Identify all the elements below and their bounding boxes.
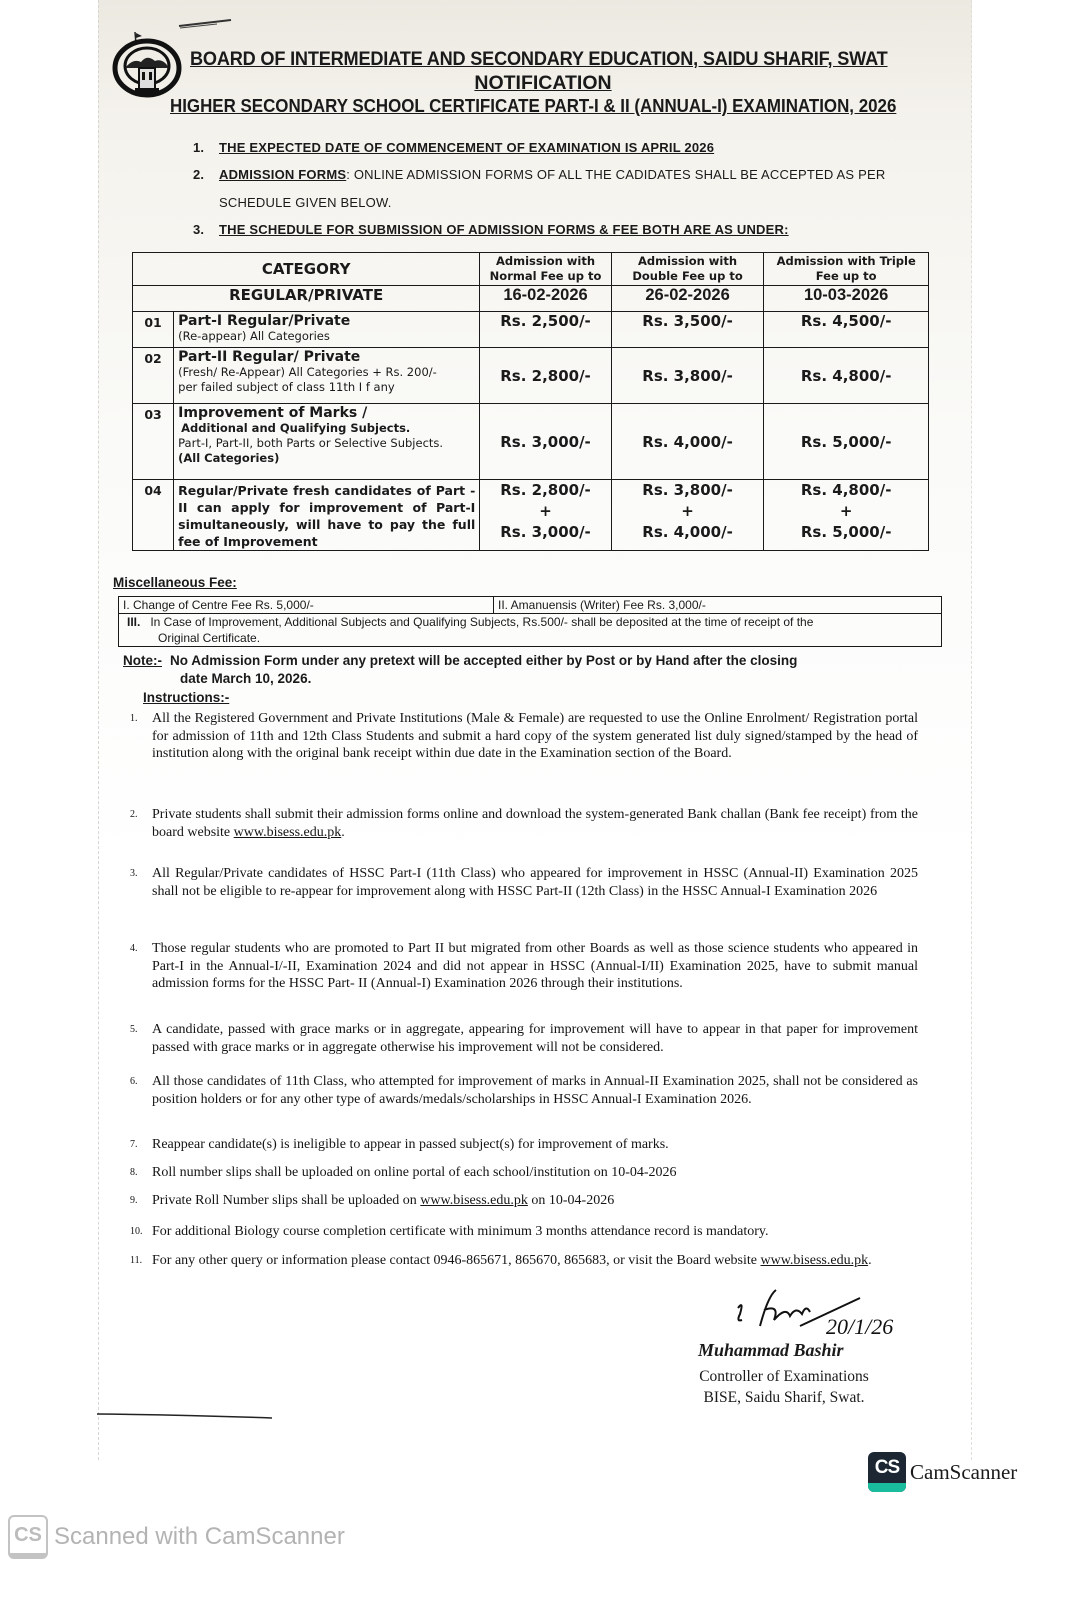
instructions-heading: Instructions:- — [143, 690, 230, 705]
row-description: Improvement of Marks / Additional and Qualifying Subjects. Part-I, Part-II, both Parts or Selective Subjects. (All Categories) — [174, 404, 480, 480]
amanuensis-fee: II. Amanuensis (Writer) Fee Rs. 3,000/- — [494, 597, 942, 614]
regular-private-label: REGULAR/PRIVATE — [133, 286, 480, 312]
note-label: Note:- — [123, 653, 162, 668]
point-number: 2. — [193, 167, 205, 182]
stray-pen-line — [97, 1413, 272, 1419]
fee-double: Rs. 3,500/- — [611, 312, 764, 348]
point-heading: THE EXPECTED DATE OF COMMENCEMENT OF EXAMINATION IS APRIL 2026 — [219, 140, 715, 155]
column-header-triple: Admission with Triple Fee up to — [764, 253, 929, 286]
camscanner-watermark-icon: CS — [8, 1515, 48, 1559]
misc-fee-heading: Miscellaneous Fee: — [113, 575, 237, 590]
instruction-item: 3. All Regular/Private candidates of HSSC Part-I (11th Class) who appeared for improvement in HSSC (Annual-II) Examination 2025 shall not be eligible to re-appear for improvement along with HSSC Part-II (12th Class) in the HSSC Annual-I Examination 2026 — [130, 866, 918, 899]
exam-title-heading: HIGHER SECONDARY SCHOOL CERTIFICATE PART-I & II (ANNUAL-I) EXAMINATION, 2026 — [170, 96, 897, 116]
board-name-heading: BOARD OF INTERMEDIATE AND SECONDARY EDUCATION, SAIDU SHARIF, SWAT — [190, 48, 888, 70]
fee-normal: Rs. 3,000/- — [480, 404, 611, 480]
point-number: 1. — [193, 140, 205, 155]
camscanner-logo-icon: CS — [868, 1452, 906, 1492]
misc-fee-row — [119, 597, 942, 614]
table-row — [133, 348, 929, 404]
point-heading: THE SCHEDULE FOR SUBMISSION OF ADMISSION FORMS & FEE BOTH ARE AS UNDER: — [219, 222, 789, 237]
row-description: Part-II Regular/ Private (Fresh/ Re-Appear) All Categories + Rs. 200/- per failed subject of class 11th I f any — [174, 348, 480, 404]
fee-triple: Rs. 5,000/- — [764, 404, 929, 480]
row-number: 03 — [133, 404, 174, 480]
fee-double: Rs. 4,000/- — [611, 404, 764, 480]
board-website-link[interactable]: www.bisess.edu.pk — [420, 1193, 528, 1208]
row-number: 01 — [133, 312, 174, 348]
fee-normal: Rs. 2,800/- — [480, 348, 611, 404]
table-header-row — [133, 253, 929, 286]
point-text: : ONLINE ADMISSION FORMS OF ALL THE CADIDATES SHALL BE ACCEPTED AS PER — [346, 167, 886, 182]
fee-schedule-table — [132, 252, 929, 551]
board-website-link[interactable]: www.bisess.edu.pk — [233, 824, 342, 840]
camscanner-label: CamScanner — [910, 1459, 1018, 1484]
note-text-continuation: date March 10, 2026. — [180, 671, 312, 686]
instruction-item: 4. Those regular students who are promoted to Part II but migrated from other Boards as well as those science students who appeared in Part-I in the Annual-I/-II, Examination 2024 and did not appear in HSSC (Annual-I/II) Examination 2025, have to submit manual admission forms for the HSSC Part- II (Annual-I) Examination 2026 through their institutions. — [130, 941, 918, 991]
fee-double-combined: Rs. 3,800/- + Rs. 4,000/- — [611, 480, 764, 551]
column-header-normal: Admission with Normal Fee up to — [480, 253, 611, 286]
table-row — [133, 312, 929, 348]
instruction-item: 7. Reappear candidate(s) is ineligible to appear in passed subject(s) for improvement of marks. — [130, 1137, 669, 1152]
point-2-continuation: SCHEDULE GIVEN BELOW. — [219, 195, 392, 210]
misc-fee-row — [119, 614, 942, 647]
instruction-item: 11. For any other query or information please contact 0946-865671, 865670, 865683, or visit the Board website www.bisess.edu.pk. — [130, 1253, 872, 1268]
change-centre-fee: I. Change of Centre Fee Rs. 5,000/- — [119, 597, 494, 614]
instruction-item: 1. All the Registered Government and Private Institutions (Male & Female) are requested to use the Online Enrolment/ Registration portal for admission of 11th and 12th Class Students and submit a hard copy of the system generated list duly signed/stamped by the head of institution along with the original bank receipt within due date in the Examination section of the Board. — [130, 711, 918, 761]
row-number: 02 — [133, 348, 174, 404]
normal-fee-deadline: 16-02-2026 — [480, 286, 611, 312]
closing-note — [123, 652, 797, 688]
point-1 — [193, 140, 714, 155]
instruction-item: 6. All those candidates of 11th Class, who attempted for improvement of marks in Annual-II Examination 2025, shall not be considered as position holders or for any other type of awards/medals/scholarships in HSSC Annual-I Examination 2026. — [130, 1074, 918, 1107]
table-row — [133, 480, 929, 551]
column-header-double: Admission with Double Fee up to — [611, 253, 764, 286]
point-heading: ADMISSION FORMS — [219, 167, 347, 182]
point-2 — [193, 167, 885, 182]
fee-normal-combined: Rs. 2,800/- + Rs. 3,000/- — [480, 480, 611, 551]
signatory-designation: Controller of Examinations BISE, Saidu Sharif, Swat. — [699, 1368, 869, 1406]
double-fee-deadline: 26-02-2026 — [611, 286, 764, 312]
fee-double: Rs. 3,800/- — [611, 348, 764, 404]
svg-text:20/1/26: 20/1/26 — [826, 1314, 894, 1339]
instruction-item: 5. A candidate, passed with grace marks or in aggregate, appearing for improvement will have to appear in that paper for improvement passed with grace marks or in aggregate otherwise his improvement will not be considered. — [130, 1022, 918, 1055]
signatory-name: Muhammad Bashir — [698, 1340, 844, 1360]
note-text: No Admission Form under any pretext will be accepted either by Post or by Hand after the closing — [170, 653, 798, 668]
fee-normal: Rs. 2,500/- — [480, 312, 611, 348]
category-header: CATEGORY — [133, 253, 480, 286]
misc-fee-table — [118, 596, 942, 647]
camscanner-badge — [868, 1452, 1017, 1492]
row-description: Regular/Private fresh candidates of Part -II can apply for improvement of Part-I simultaneously, will have to pay the full fee of Improvement — [174, 480, 480, 551]
fee-triple-combined: Rs. 4,800/- + Rs. 5,000/- — [764, 480, 929, 551]
fee-triple: Rs. 4,500/- — [764, 312, 929, 348]
instruction-item: 8. Roll number slips shall be uploaded on online portal of each school/institution on 10-04-2026 — [130, 1165, 677, 1180]
table-row — [133, 404, 929, 480]
board-website-link[interactable]: www.bisess.edu.pk — [760, 1253, 869, 1268]
improvement-deposit: III. In Case of Improvement, Additional Subjects and Qualifying Subjects, Rs.500/- shall be deposited at the time of receipt of the Original Certificate. — [119, 614, 942, 647]
instruction-item: 10. For additional Biology course completion certificate with minimum 3 months attendance record is mandatory. — [130, 1224, 769, 1239]
instruction-item: 9. Private Roll Number slips shall be uploaded on www.bisess.edu.pk on 10-04-2026 — [130, 1193, 615, 1208]
fee-triple: Rs. 4,800/- — [764, 348, 929, 404]
point-3 — [193, 222, 789, 237]
point-number: 3. — [193, 222, 205, 237]
triple-fee-deadline: 10-03-2026 — [764, 286, 929, 312]
camscanner-watermark — [8, 1515, 345, 1559]
row-description: Part-I Regular/Private (Re-appear) All Categories — [174, 312, 480, 348]
row-number: 04 — [133, 480, 174, 551]
instruction-item: 2. Private students shall submit their admission forms online and download the system-generated Bank challan (Bank fee receipt) from the board website www.bisess.edu.pk. — [130, 807, 918, 840]
scribble-mark — [177, 16, 233, 30]
notification-heading: NOTIFICATION — [474, 72, 612, 94]
table-subheader-row — [133, 286, 929, 312]
camscanner-watermark-text: Scanned with CamScanner — [54, 1523, 345, 1550]
